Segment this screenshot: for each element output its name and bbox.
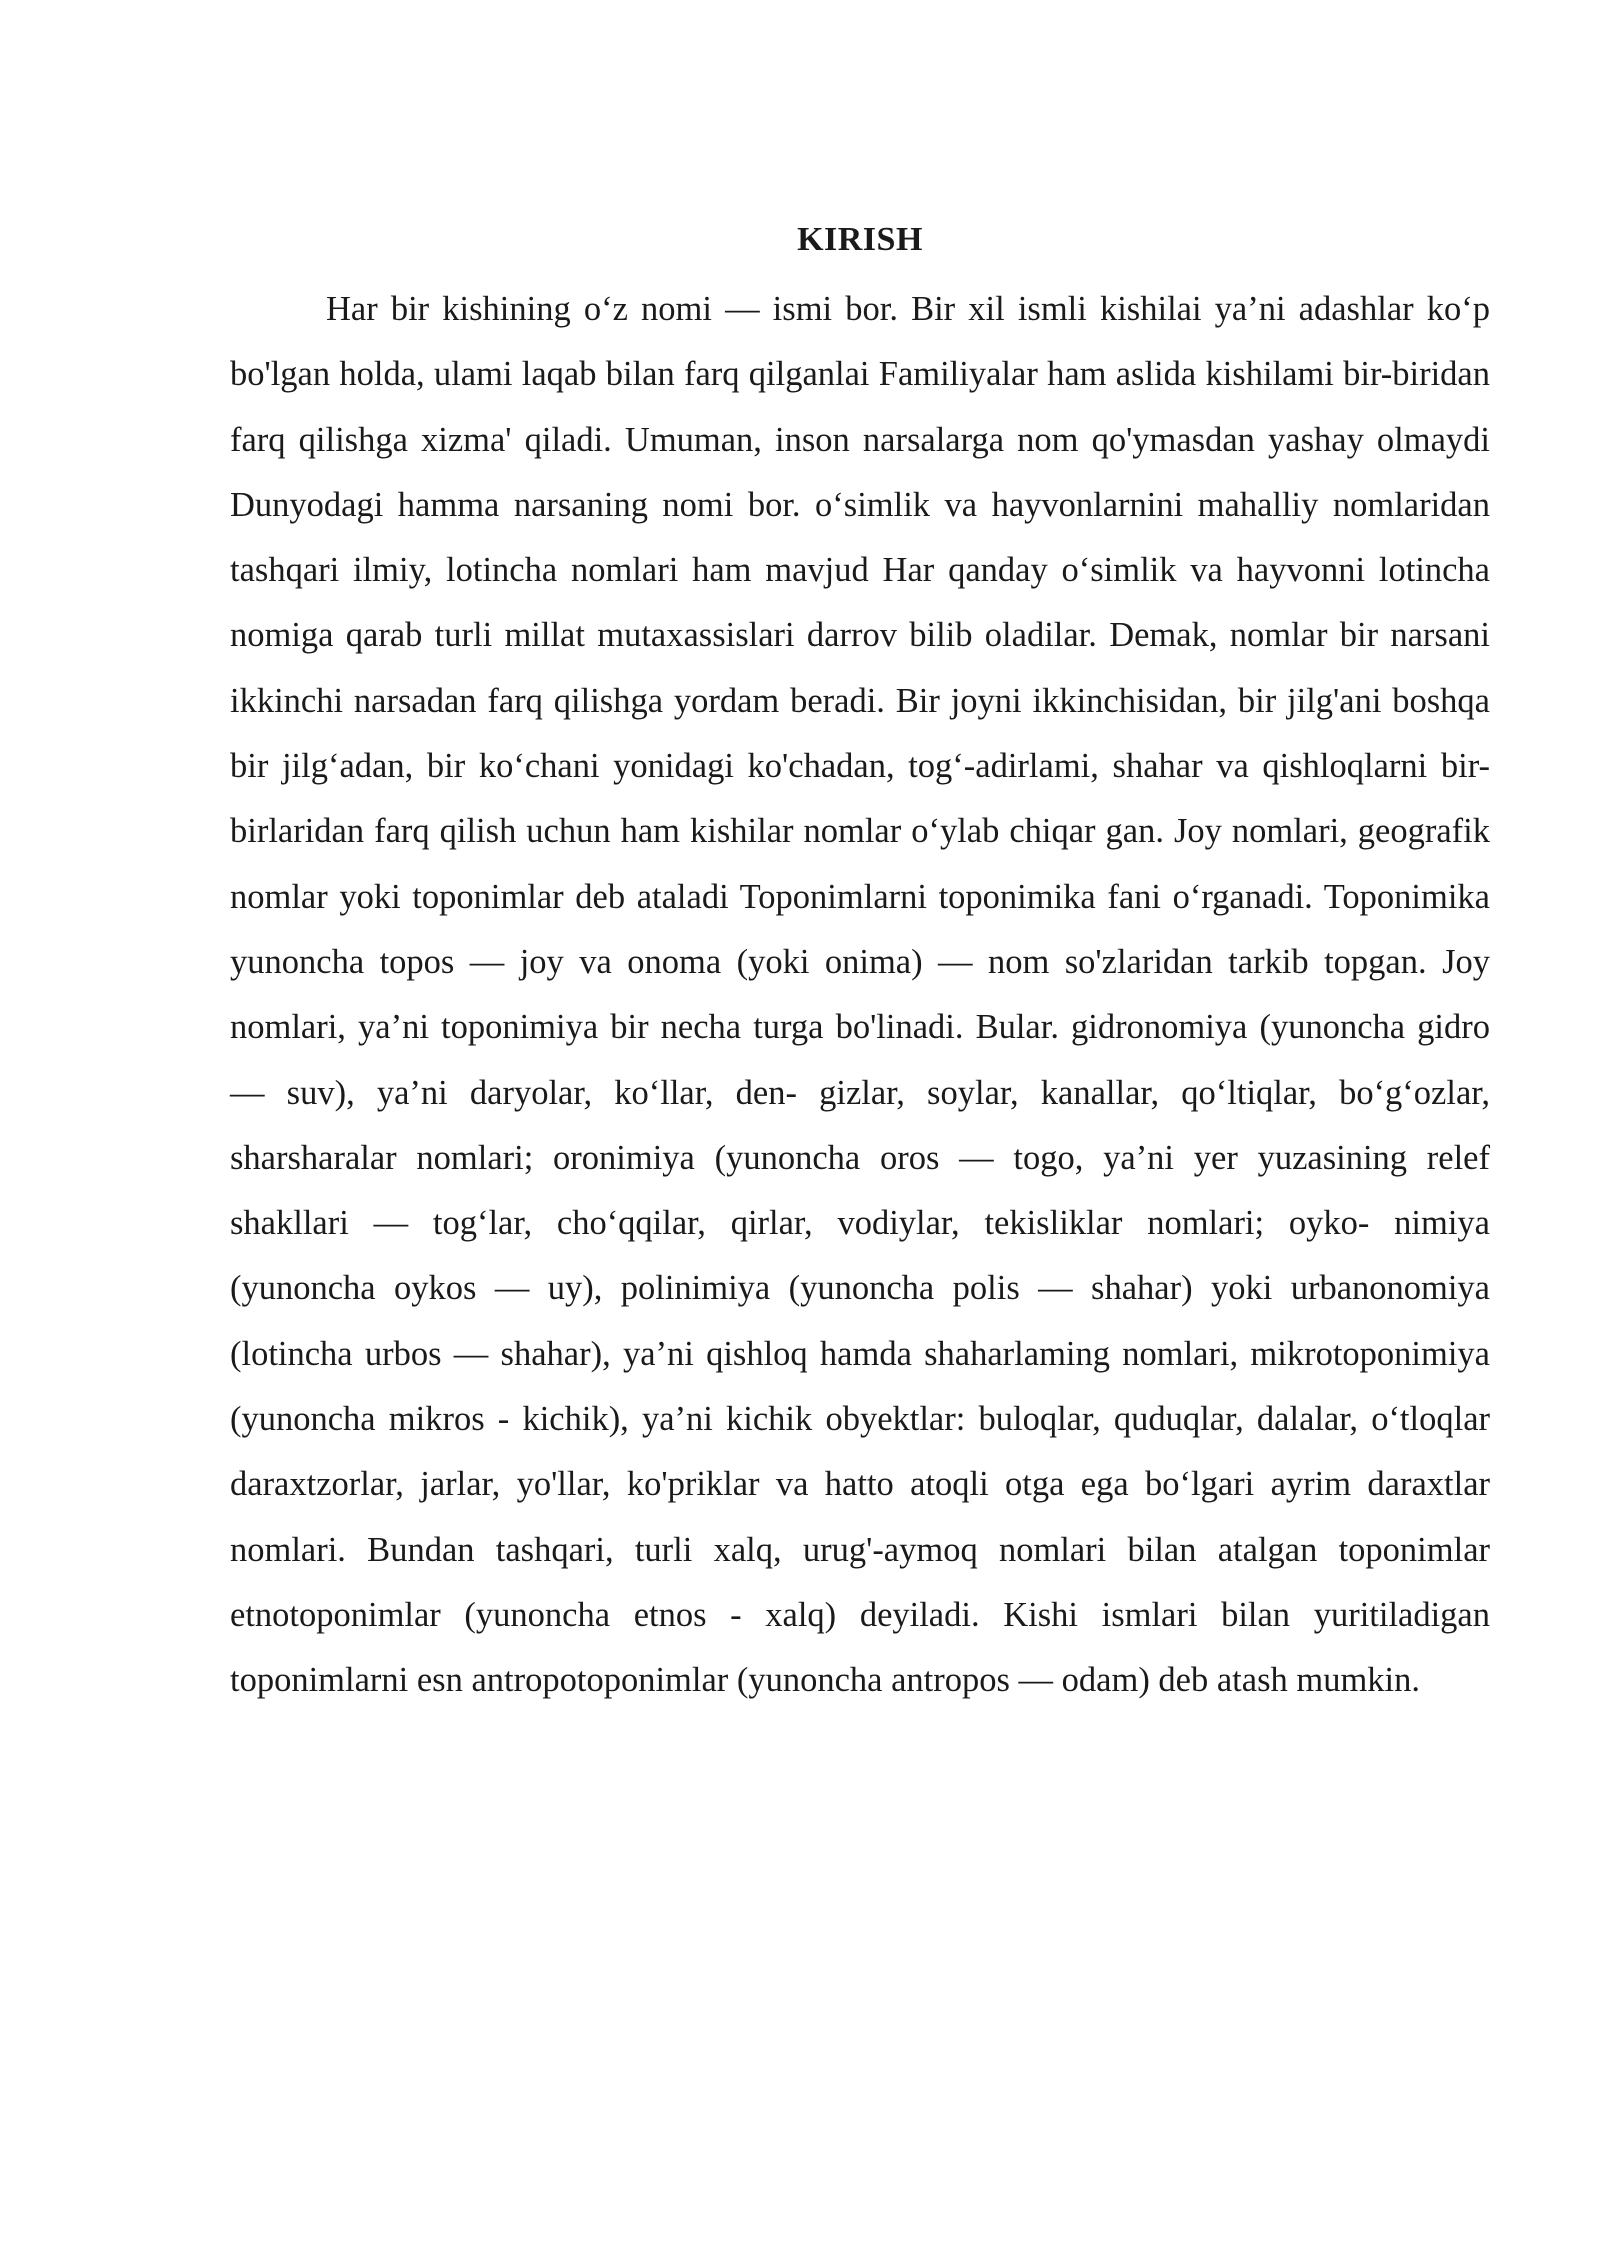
section-title: KIRISH (797, 221, 923, 258)
body-paragraph: Har bir kishining o‘z nomi — ismi bor. Bir xil ismli kishilai ya’ni adashlar ko‘p bo'lgan holda, ulami laqab bilan farq qilganlai Familiyalar ham aslida kishilami bir-biridan farq qilishga xizma' qiladi. Umuman, inson narsalarga nom qo'ymasdan yashay olmaydi Dunyodagi hamma narsaning nomi bor. o‘simlik va hayvonlarnini mahalliy nomlaridan tashqari ilmiy, lotincha nomlari ham mavjud Har qanday o‘simlik va hayvonni lotincha nomiga qarab turli millat mutaxassislari darrov bilib oladilar. Demak, nomlar bir narsani ikkinchi narsadan farq qilishga yordam beradi. Bir joyni ikkinchisidan, bir jilg'ani boshqa bir jilg‘adan, bir ko‘chani yonidagi ko'chadan, tog‘-adirlami, shahar va qishloqlarni bir-birlaridan farq qilish uchun ham kishilar nomlar o‘ylab chiqar gan. Joy nomlari, geografik nomlar yoki toponimlar deb ataladi Toponimlarni toponimika fani o‘rganadi. Toponimika yunoncha topos — joy va onoma (yoki onima) — nom so'zlaridan tarkib topgan. Joy nomlari, ya’ni toponimiya bir necha turga bo'linadi. Bular. gidronomiya (yunoncha gidro — suv), ya’ni daryolar, ko‘llar, den- gizlar, soylar, kanallar, qo‘ltiqlar, bo‘g‘ozlar, sharsharalar nomlari; oronimiya (yunoncha oros — togo, ya’ni yer yuzasining relef shakllari — tog‘lar, cho‘qqilar, qirlar, vodiylar, tekisliklar nomlari; oyko- nimiya (yunoncha oykos — uy), polinimiya (yunoncha polis — shahar) yoki urbanonomiya (lotincha urbos — shahar), ya’ni qishloq hamda shaharlaming nomlari, mikrotoponimiya (yunoncha mikros - kichik), ya’ni kichik obyektlar: buloqlar, quduqlar, dalalar, o‘tloqlar daraxtzorlar, jarlar, yo'llar, ko'priklar va hatto atoqli otga ega bo‘lgari ayrim daraxtlar nomlari. Bundan tashqari, turli xalq, urug'-aymoq nomlari bilan atalgan toponimlar etnotoponimlar (yunoncha etnos - xalq) deyiladi. Kishi ismlari bilan yuritiladigan toponimlarni esn antropotoponimlar (yunoncha antropos — odam) deb atash mumkin. (230, 290, 1490, 1700)
page-content (230, 213, 1490, 1714)
